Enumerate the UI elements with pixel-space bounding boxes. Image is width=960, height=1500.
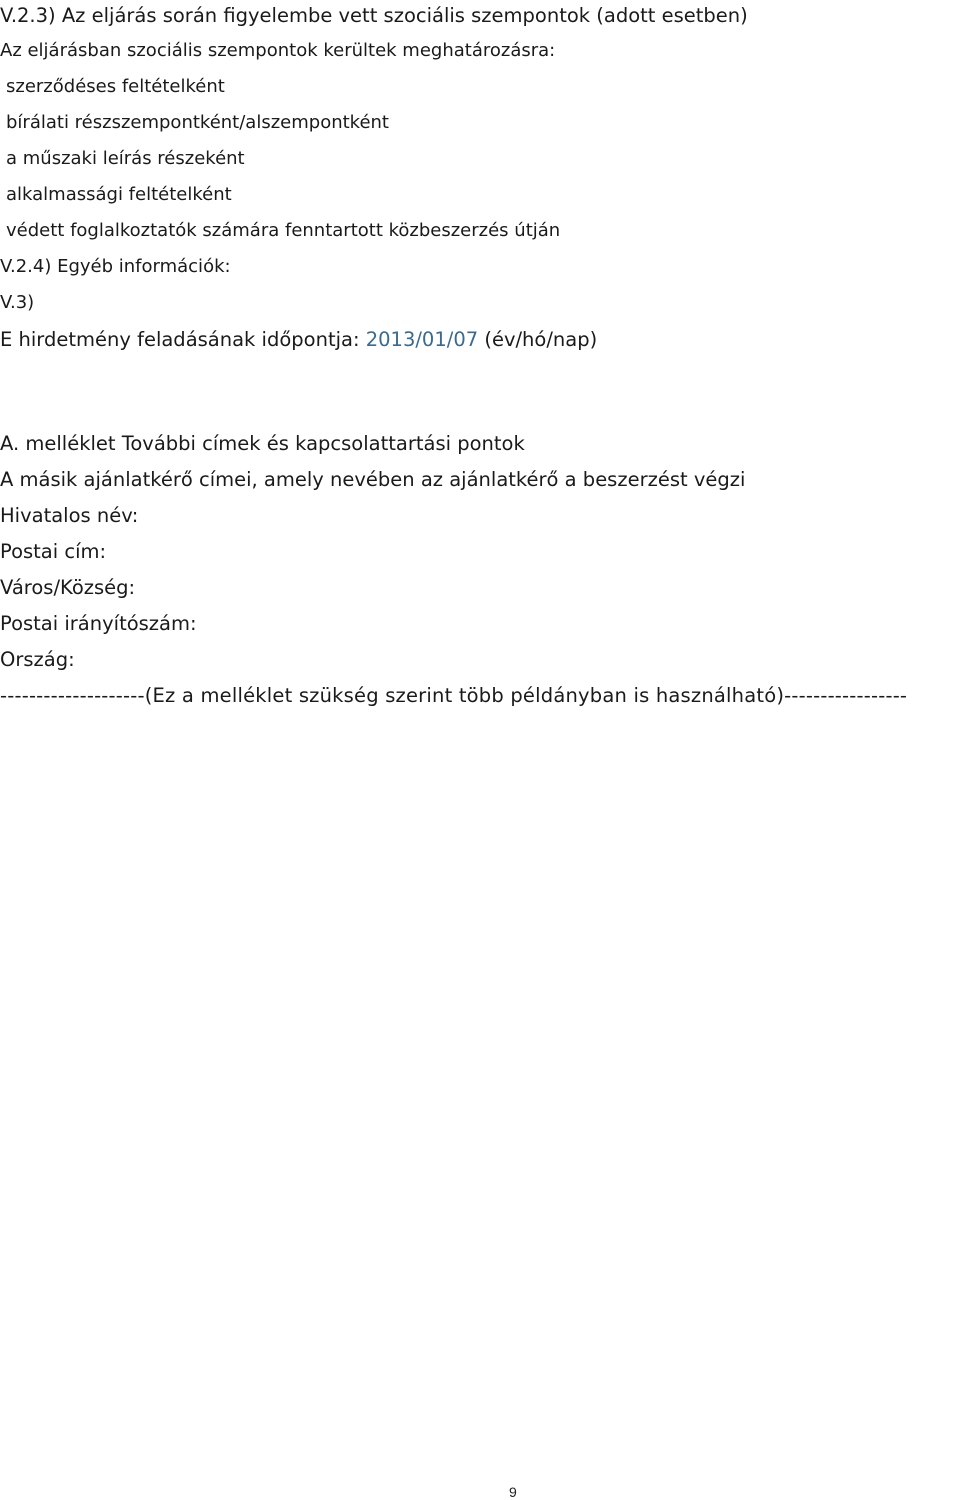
annex-field-postal-code: Postai irányítószám:: [0, 612, 197, 635]
page-number: 9: [509, 1484, 517, 1500]
publication-date-value: 2013/01/07: [365, 328, 479, 351]
publication-date-label: E hirdetmény feladásának időpontja:: [0, 328, 360, 351]
publication-date-format: (év/hó/nap): [484, 328, 598, 351]
social-criteria-option: a műszaki leírás részeként: [6, 148, 245, 169]
social-criteria-option: védett foglalkoztatók számára fenntartott közbeszerzés útján: [6, 220, 561, 241]
section-v2-3-heading: V.2.3) Az eljárás során figyelembe vett szociális szempontok (adott esetben): [0, 4, 748, 27]
section-v3-heading: V.3): [0, 292, 35, 313]
annex-field-postal-address: Postai cím:: [0, 540, 107, 563]
publication-date-line: [0, 330, 597, 350]
annex-field-city: Város/Község:: [0, 576, 136, 599]
social-criteria-option: szerződéses feltételként: [6, 76, 225, 97]
social-criteria-option: bírálati részszempontként/alszempontként: [6, 112, 389, 133]
annex-separator: --------------------(Ez a melléklet szükség szerint több példányban is használható)-----------------: [0, 684, 908, 707]
annex-field-country: Ország:: [0, 648, 75, 671]
social-criteria-intro: Az eljárásban szociális szempontok kerültek meghatározásra:: [0, 40, 556, 61]
annex-field-official-name: Hivatalos név:: [0, 504, 139, 527]
annex-a-subtitle: A másik ajánlatkérő címei, amely nevében az ajánlatkérő a beszerzést végzi: [0, 468, 746, 491]
annex-a-title: A. melléklet További címek és kapcsolattartási pontok: [0, 432, 525, 455]
social-criteria-option: alkalmassági feltételként: [6, 184, 232, 205]
section-v2-4-heading: V.2.4) Egyéb információk:: [0, 256, 231, 277]
